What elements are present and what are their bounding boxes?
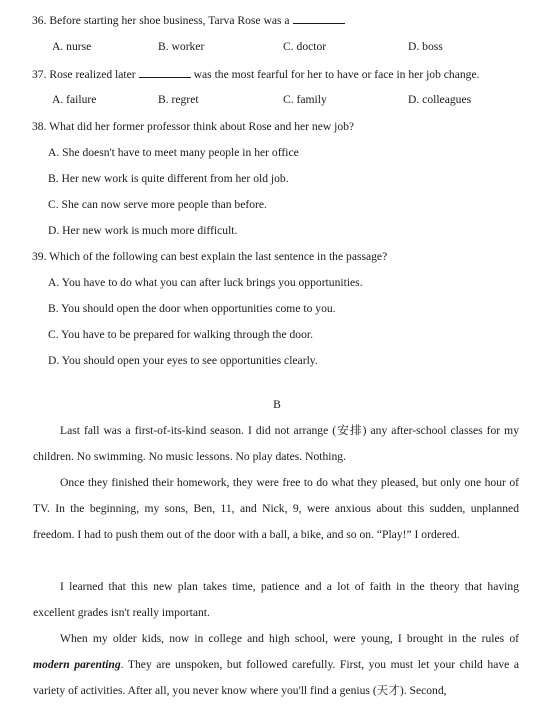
answer-blank — [139, 67, 191, 78]
question-39: 39. Which of the following can best explain the last sentence in the passage? — [32, 250, 388, 263]
option-a: A. nurse — [52, 40, 92, 53]
option-c: C. doctor — [283, 40, 327, 53]
option-a: A. failure — [52, 93, 97, 106]
option-c: C. family — [283, 93, 327, 106]
paragraph-4-start: When my older kids, now in college and high school, were young, I brought in the rules of — [60, 632, 519, 645]
option-c: C. She can now serve more people than before. — [48, 198, 267, 211]
section-heading: B — [273, 398, 281, 411]
option-b: B. regret — [158, 93, 199, 106]
option-d: D. Her new work is much more difficult. — [48, 224, 238, 237]
question-37-stem-start: 37. Rose realized later — [32, 68, 136, 81]
option-a: A. She doesn't have to meet many people in her office — [48, 146, 299, 159]
option-c: C. You have to be prepared for walking through the door. — [48, 328, 313, 341]
question-38: 38. What did her former professor think about Rose and her new job? — [32, 120, 355, 133]
option-b: B. Her new work is quite different from her old job. — [48, 172, 289, 185]
question-37-stem-end: was the most fearful for her to have or face in her job change. — [193, 68, 480, 81]
answer-blank — [293, 13, 345, 24]
question-37 — [32, 67, 532, 81]
question-36-options — [48, 40, 538, 56]
option-a: A. You have to do what you can after luck brings you opportunities. — [48, 276, 363, 289]
passage-paragraph-3: I learned that this new plan takes time, patience and a lot of faith in the theory that having excellent grades isn't really important. — [33, 580, 519, 619]
question-36-stem: 36. Before starting her shoe business, Tarva Rose was a — [32, 14, 290, 27]
option-b: B. You should open the door when opportunities come to you. — [48, 302, 336, 315]
option-d: D. You should open your eyes to see opportunities clearly. — [48, 354, 318, 367]
paragraph-4-end: . They are unspoken, but followed carefully. First, you must let your child have a variety of activities. After all, you never know where you'll find a genius (天才). Second, — [33, 658, 519, 697]
emphasized-term: modern parenting — [33, 658, 121, 671]
option-d: D. boss — [408, 40, 443, 53]
option-b: B. worker — [158, 40, 205, 53]
passage-paragraph-2: Once they finished their homework, they were free to do what they pleased, but only one hour of TV. In the beginning, my sons, Ben, 11, and Nick, 9, were anxious about this sudden, unplanned freedom. I had to push them out of the door with a ball, a bike, and so on. “Play!” I ordered. — [33, 476, 519, 541]
question-37-options — [48, 93, 538, 109]
passage-paragraph-4 — [33, 626, 519, 704]
question-36 — [32, 13, 532, 27]
passage-paragraph-1: Last fall was a first-of-its-kind season. I did not arrange (安排) any after-school classes for my children. No swimming. No music lessons. No play dates. Nothing. — [33, 424, 519, 463]
option-d: D. colleagues — [408, 93, 472, 106]
